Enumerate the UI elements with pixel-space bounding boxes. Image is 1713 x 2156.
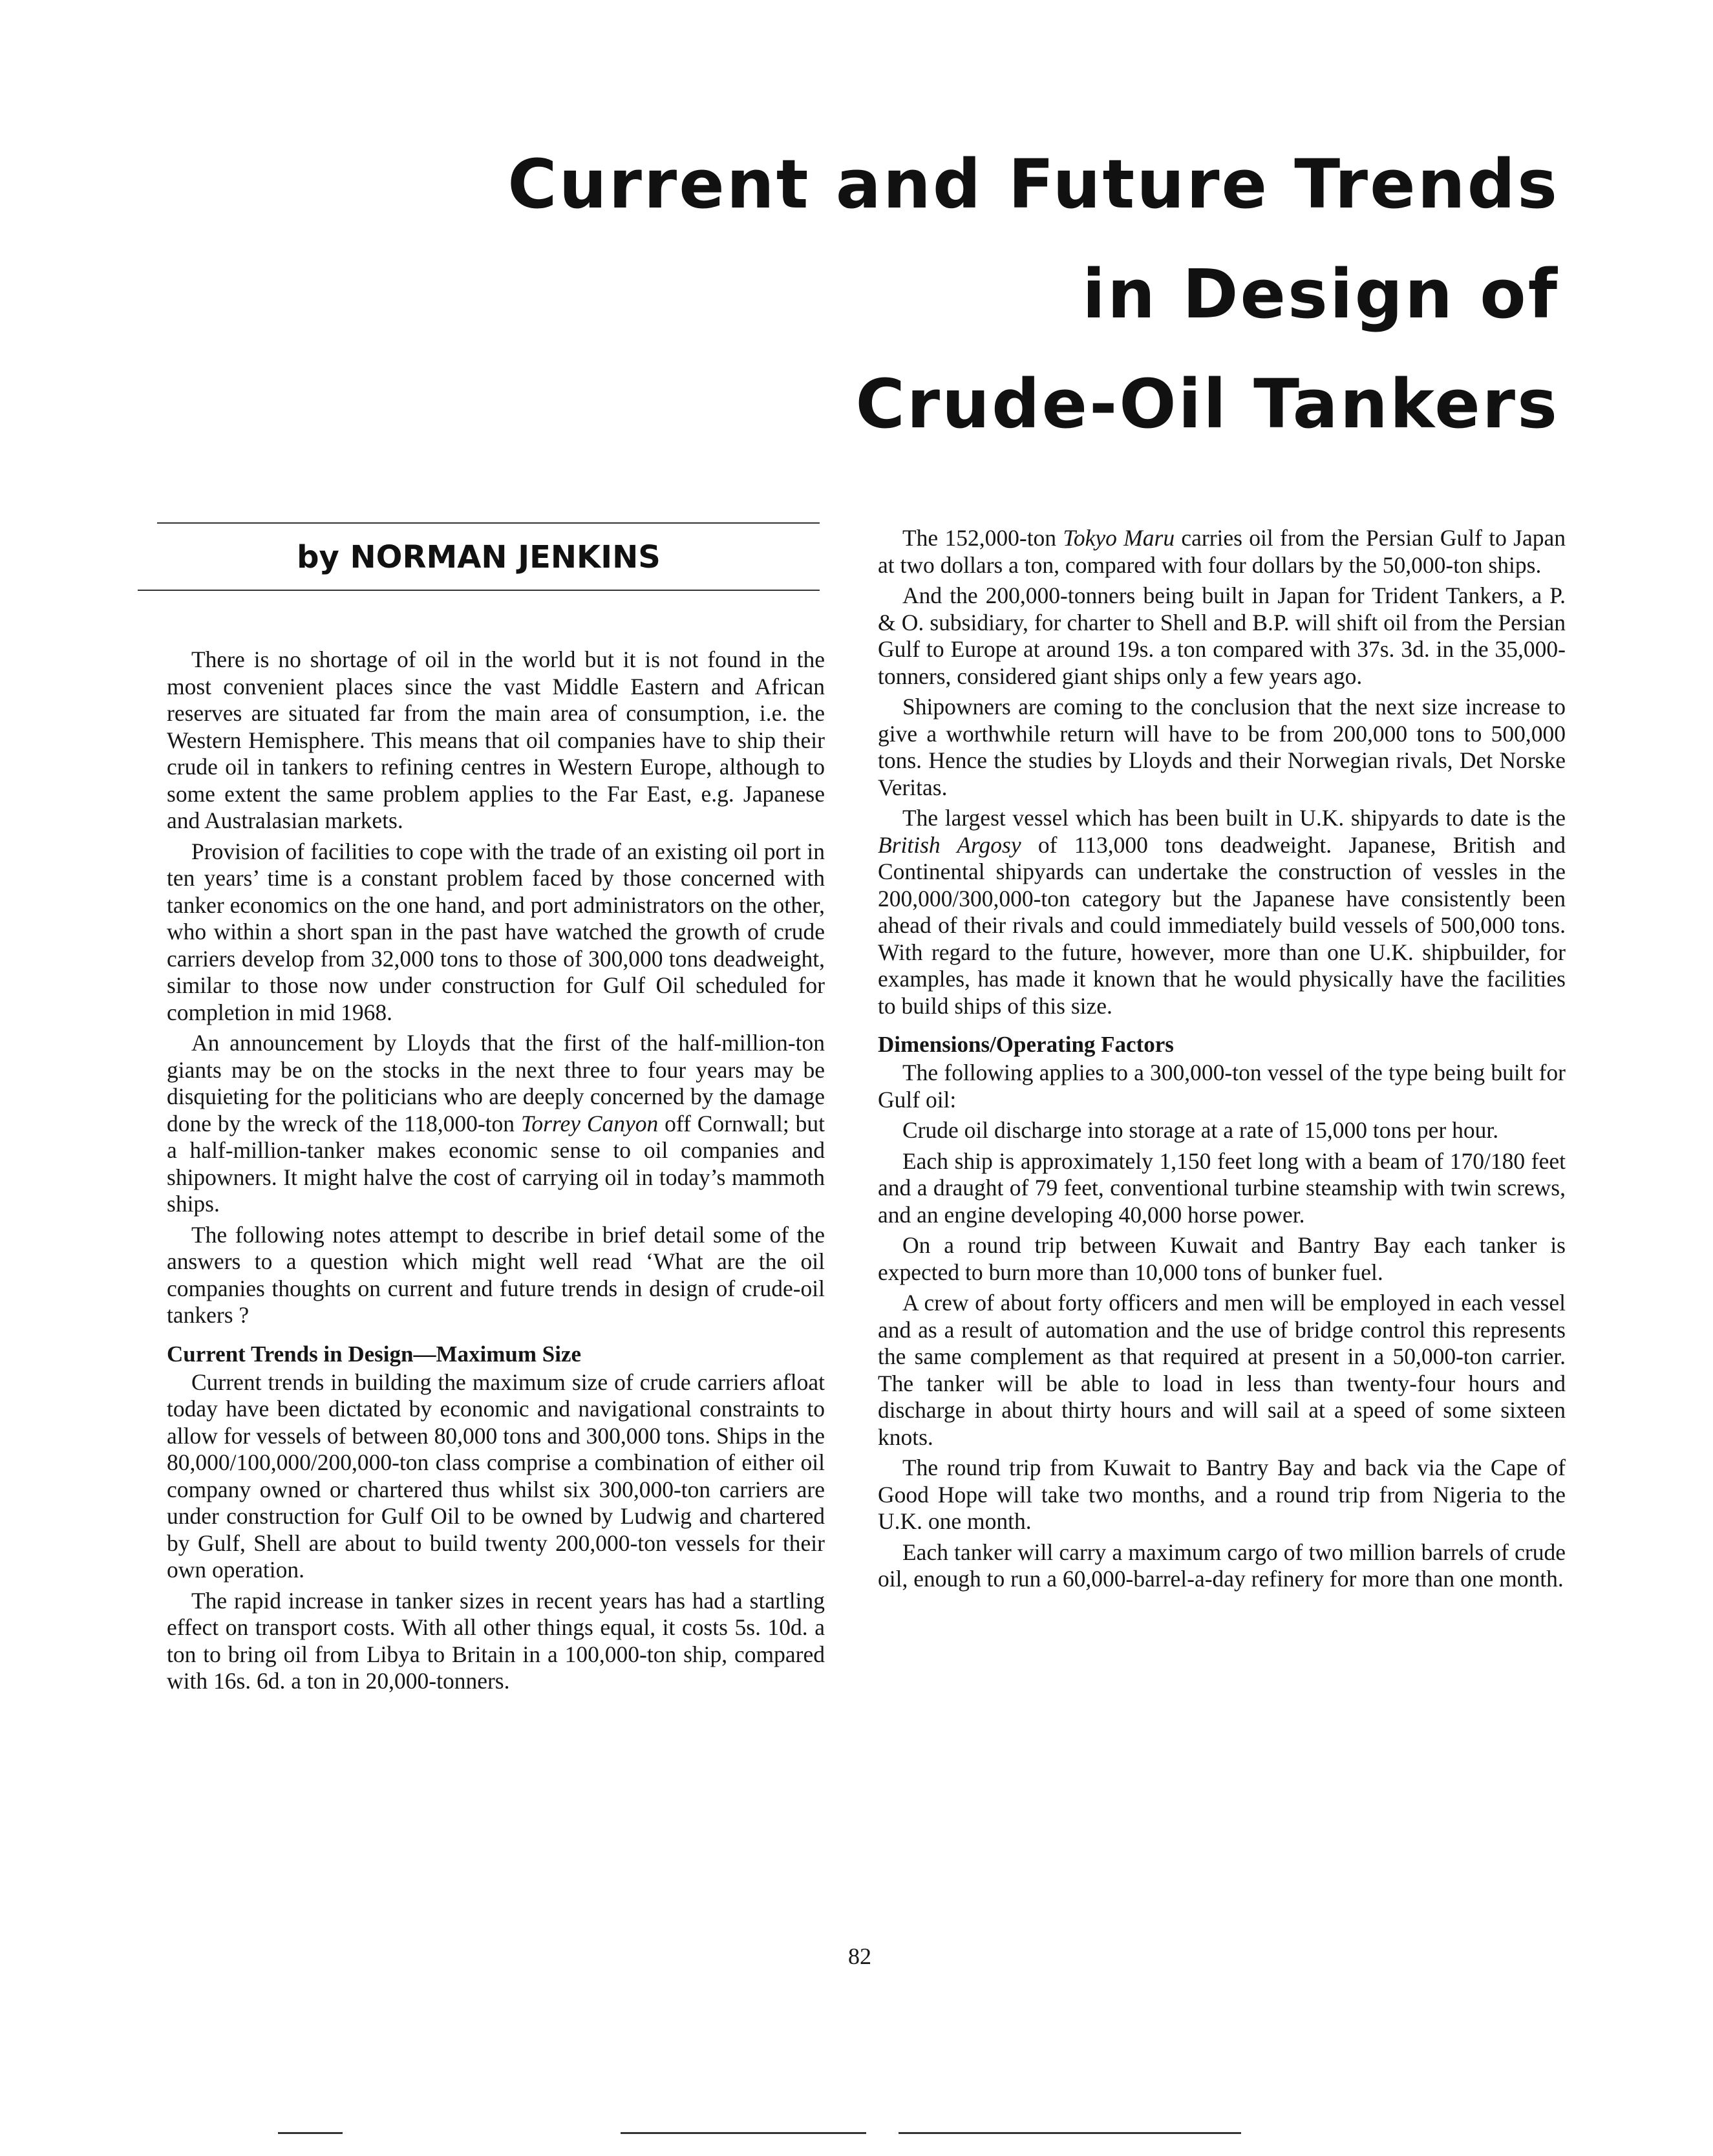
paragraph: Crude oil discharge into storage at a rate of 15,000 tons per hour.: [902, 1117, 1499, 1143]
paragraph: The round trip from Kuwait to Bantry Bay and back via the Cape of Good Hope will take two months, and a round trip from Nigeria to the U.K. one month.: [878, 1455, 1566, 1534]
paragraph: An announcement by Lloyds that the first of the half-million-ton giants may be on the stocks in the next three to four years may be disquieting for the politicians who are deeply concerned by the damage done by the wreck of the 118,000-ton Torrey Canyon off Cornwall; but a half-million-tanker makes economic sense to oil companies and shipowners. It might halve the cost of carrying oil in today’s mammoth ships.: [167, 1030, 825, 1217]
left-column: [167, 646, 825, 1699]
title-line-3: Crude-Oil Tankers: [855, 365, 1559, 443]
paragraph: Shipowners are coming to the conclusion that the next size increase to give a worthwhile return will have to be from 200,000 tons to 500,000 tons. Hence the studies by Lloyds and their Norwegian rivals, Det Norske Veritas.: [878, 694, 1566, 800]
paragraph: The rapid increase in tanker sizes in recent years has had a startling effect on transport costs. With all other things equal, it costs 5s. 10d. a ton to bring oil from Libya to Britain in a 100,000-ton ship, compared with 16s. 6d. a ton in 20,000-tonners.: [167, 1587, 825, 1694]
paragraph: The following notes attempt to describe in brief detail some of the answers to a question which might well read ‘What are the oil companies thoughts on current and future trends in design of crude-oil tankers ?: [167, 1221, 825, 1328]
section-heading: Current Trends in Design—Maximum Size: [167, 1341, 582, 1367]
right-column: [878, 525, 1566, 1597]
bottom-rule: [899, 2132, 1241, 2134]
ship-name: British Argosy: [878, 831, 1021, 858]
paragraph: Each ship is approximately 1,150 feet long with a beam of 170/180 feet and a draught of 79 feet, conventional turbine steamship with twin screws, and an engine developing 40,000 horse power.: [878, 1147, 1566, 1228]
paragraph: And the 200,000-tonners being built in Japan for Trident Tankers, a P. & O. subsidiary, for charter to Shell and B.P. will shift oil from the Persian Gulf to Europe at around 19s. a ton compared with 37s. 3d. in the 35,000-tonners, considered giant ships only a few years ago.: [878, 582, 1566, 689]
bottom-rule: [621, 2132, 866, 2134]
paragraph: The following applies to a 300,000-ton vessel of the type being built for Gulf oil:: [878, 1060, 1566, 1113]
paragraph: Each tanker will carry a maximum cargo of two million barrels of crude oil, enough to run a 60,000-barrel-a-day refinery for more than one month.: [878, 1539, 1566, 1592]
paragraph: A crew of about forty officers and men will be employed in each vessel and as a result of automation and the use of bridge control this represents the same complement as that required at present in a 50,000-ton carrier. The tanker will be able to load in less than twenty-four hours and discharge in about thirty hours and will sail at a speed of some sixteen knots.: [878, 1290, 1566, 1450]
ship-name: Torrey Canyon: [520, 1110, 659, 1137]
paragraph: There is no shortage of oil in the world but it is not found in the most convenient places since the vast Middle Eastern and African reserves are situated far from the main area of consumption, i.e. the Western Hemisphere. This means that oil companies have to ship their crude oil in tankers to refining centres in Western Europe, although to some extent the same problem applies to the Far East, e.g. Japanese and Australasian markets.: [167, 646, 825, 833]
byline-bottom-rule: [138, 590, 820, 591]
paragraph: The largest vessel which has been built in U.K. shipyards to date is the British Argosy of 113,000 tons deadweight. Japanese, British and Continental shipyards can undertake the construction of vessles in the 200,000/300,000-ton category but the Japanese have consistently been ahead of their rivals and could immediately build vessels of 500,000 tons. With regard to the future, however, more than one U.K. shipbuilder, for examples, has made it known that he would physically have the facilities to build ships of this size.: [878, 805, 1566, 1019]
title-line-2: in Design of: [1082, 255, 1559, 334]
author-byline: by NORMAN JENKINS: [297, 539, 661, 575]
page-number: 82: [848, 1943, 871, 1969]
byline-block: [138, 522, 820, 591]
article-title: [202, 129, 1559, 459]
paragraph: Current trends in building the maximum size of crude carriers afloat today have been dictated by economic and navigational constraints to allow for vessels of between 80,000 tons and 300,000 tons. Ships in the 80,000/100,000/200,000-ton class comprise a combination of either oil company owned or chartered thus whilst six 300,000-ton carriers are under construction for Gulf Oil to be owned by Ludwig and chartered by Gulf, Shell are about to build twenty 200,000-ton vessels for their own operation.: [167, 1369, 825, 1583]
bottom-rule: [278, 2132, 343, 2134]
paragraph: The 152,000-ton Tokyo Maru carries oil from the Persian Gulf to Japan at two dollars a ton, compared with four dollars by the 50,000-ton ships.: [878, 525, 1566, 578]
ship-name: Tokyo Maru: [1063, 525, 1175, 551]
paragraph: Provision of facilities to cope with the trade of an existing oil port in ten years’ time is a constant problem faced by those concerned with tanker economics on the one hand, and port administrators on the other, who within a short span in the past have watched the growth of crude carriers develop from 32,000 tons to those of 300,000 tons deadweight, similar to those now under construction for Gulf Oil scheduled for completion in mid 1968.: [167, 838, 825, 1025]
title-line-1: Current and Future Trends: [507, 145, 1559, 224]
section-heading: Dimensions/Operating Factors: [878, 1032, 1174, 1057]
paragraph: On a round trip between Kuwait and Bantry Bay each tanker is expected to burn more than 10,000 tons of bunker fuel.: [878, 1232, 1566, 1285]
